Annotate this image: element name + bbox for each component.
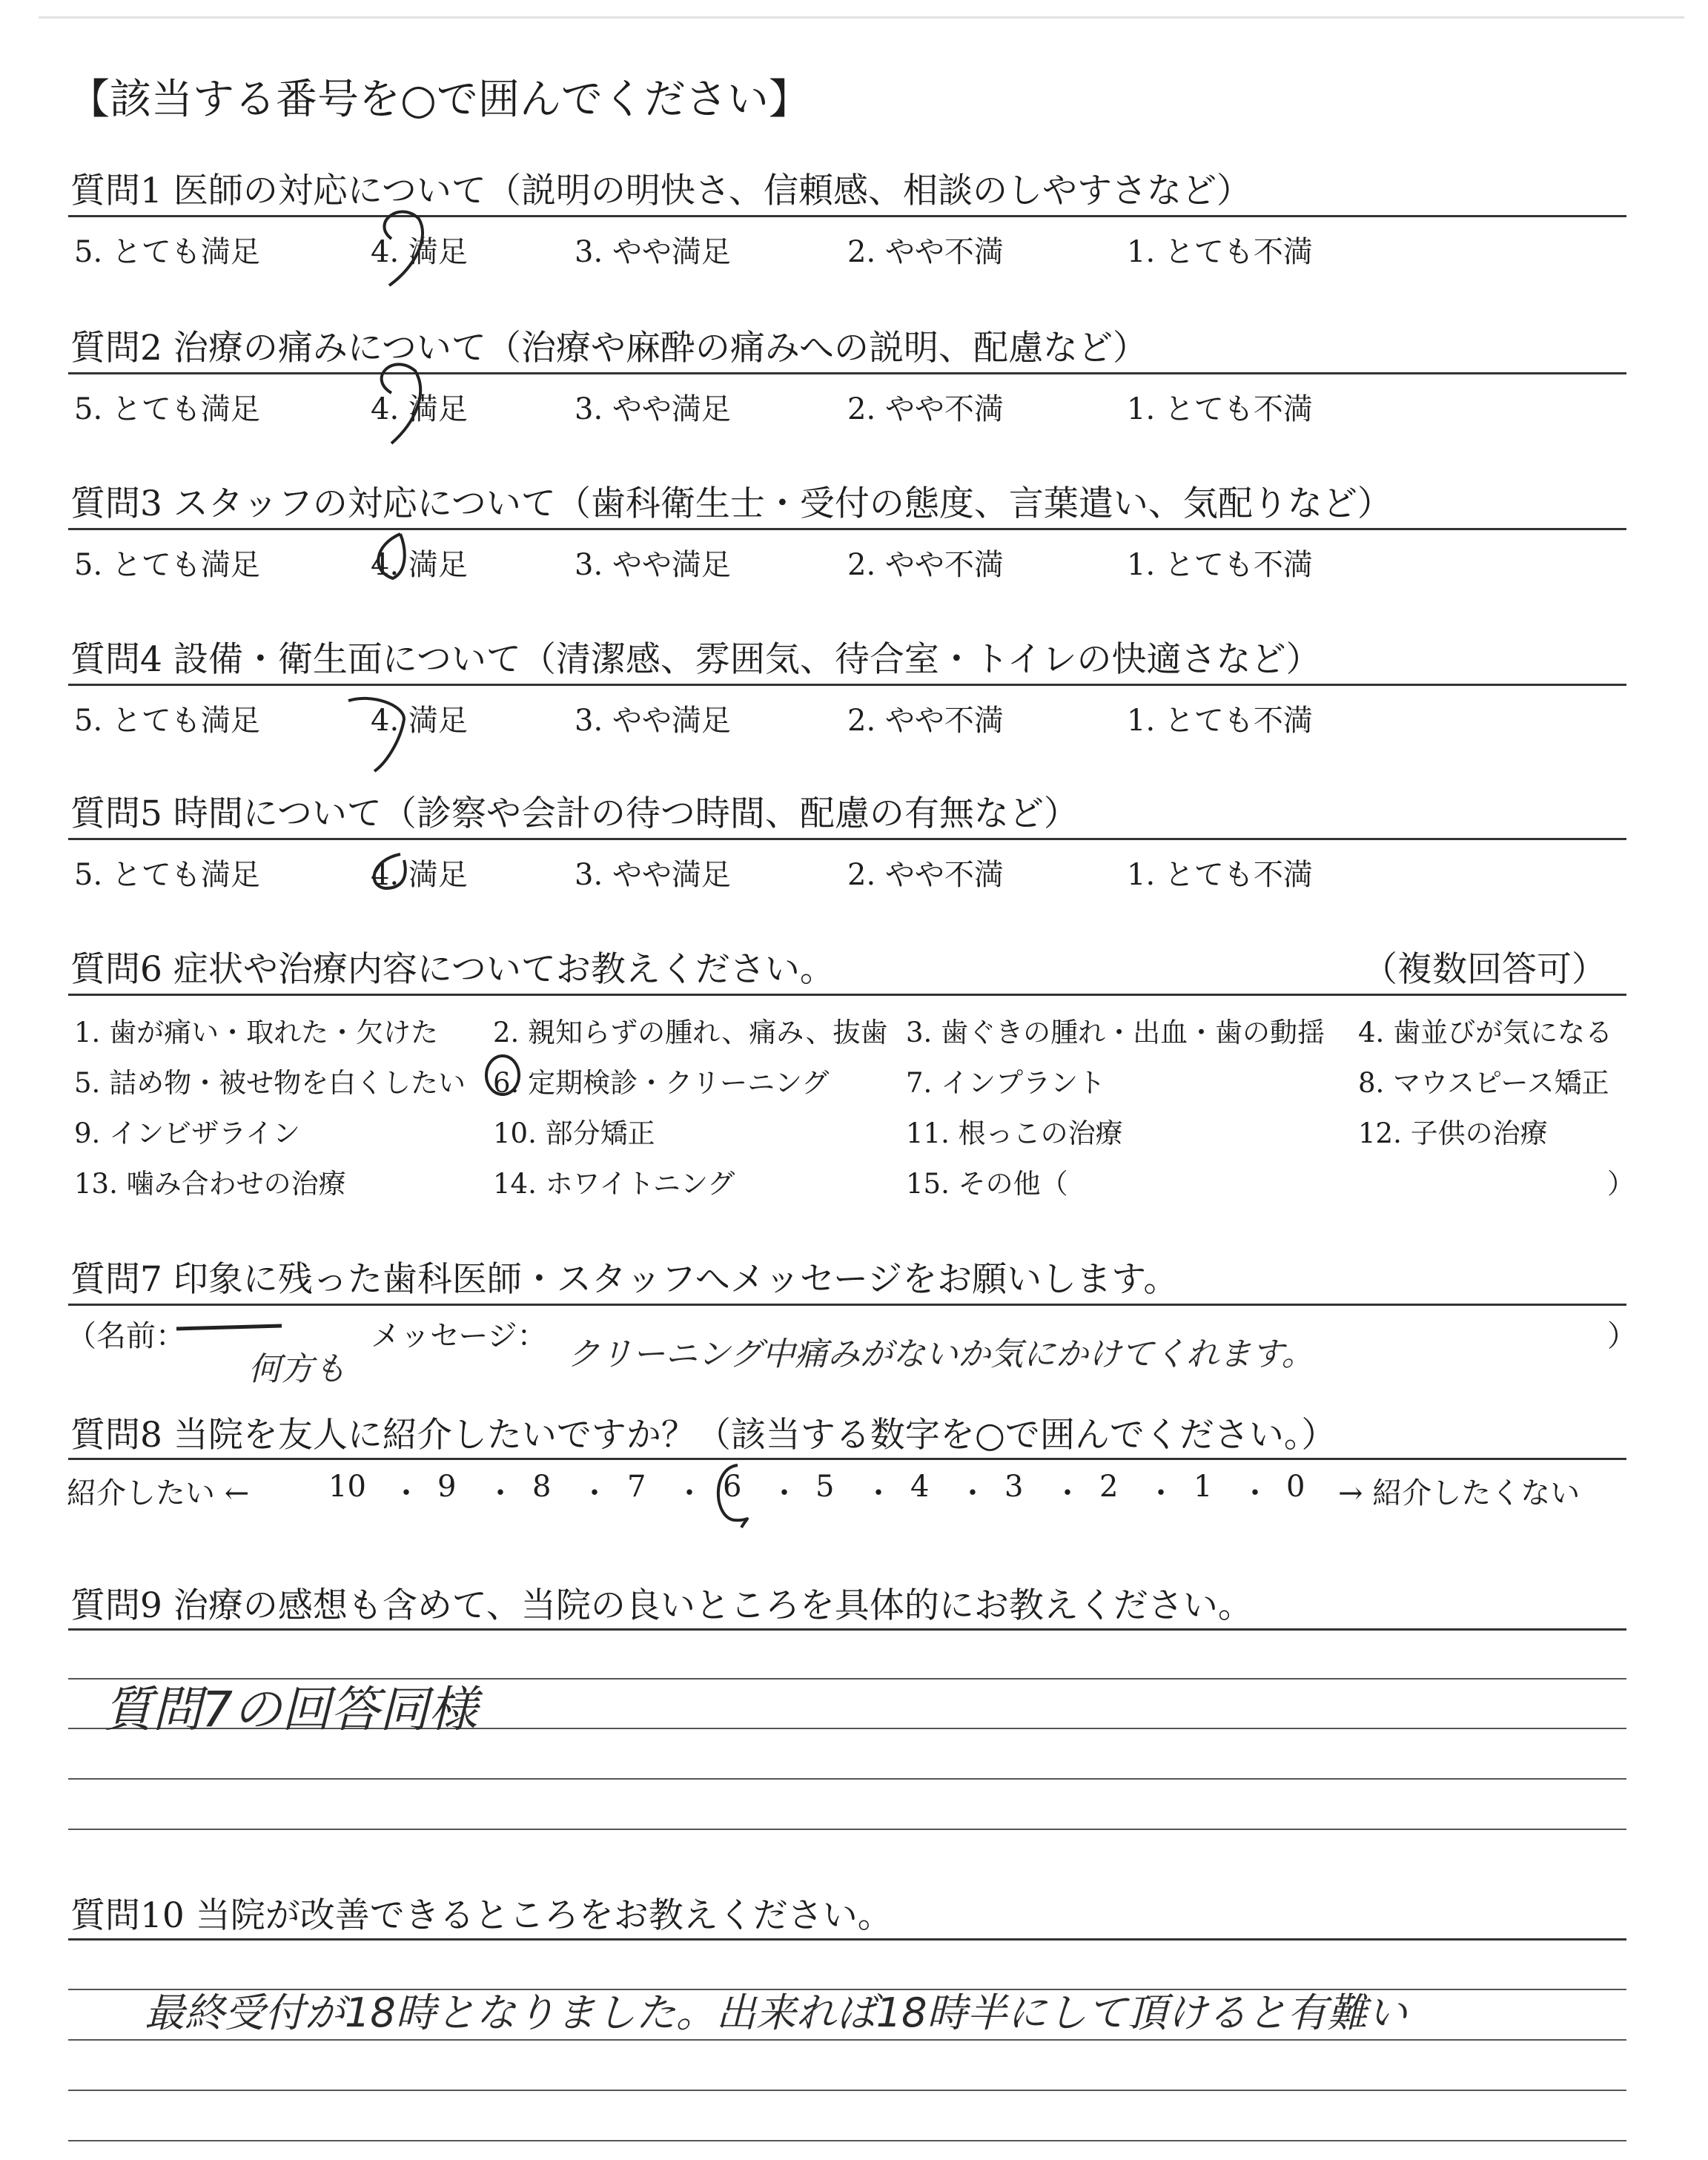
q6-option-8[interactable]: 8. マウスピース矯正 xyxy=(1358,1067,1609,1099)
q8-dot: ・ xyxy=(486,1476,515,1510)
q6-option-12[interactable]: 12. 子供の治療 xyxy=(1358,1117,1548,1149)
q5-option-5[interactable]: 5. とても満足 xyxy=(74,858,260,892)
q8-number-5[interactable]: 5 xyxy=(815,1470,835,1504)
q6-option-3[interactable]: 3. 歯ぐきの腫れ・出血・歯の動揺 xyxy=(906,1017,1325,1048)
q5-option-4[interactable]: 4. 満足 xyxy=(371,858,468,892)
question-8-title: 質問8 当院を友人に紹介したいですか？（該当する数字を○で囲んでください。） xyxy=(70,1415,1337,1456)
q3-option-1[interactable]: 1. とても不満 xyxy=(1127,548,1313,582)
q5-option-1[interactable]: 1. とても不満 xyxy=(1127,858,1313,892)
q8-dot: ・ xyxy=(580,1476,609,1510)
q8-dot: ・ xyxy=(675,1476,704,1510)
q1-selection-mark xyxy=(384,212,423,285)
q9-answer-handwritten[interactable]: 質問7の回答同様 xyxy=(104,1681,477,1738)
question-6-title: 質問6 症状や治療内容についてお教えください。 xyxy=(70,949,835,990)
q8-number-8[interactable]: 8 xyxy=(532,1470,552,1504)
q8-dot: ・ xyxy=(769,1476,799,1510)
q6-option-1[interactable]: 1. 歯が痛い・取れた・欠けた xyxy=(74,1017,439,1048)
q8-number-6[interactable]: 6 xyxy=(723,1470,742,1504)
q2-selection-mark xyxy=(382,364,420,443)
q4-selection-mark xyxy=(348,698,404,771)
form-header: 【該当する番号を○で囲んでください】 xyxy=(68,76,810,124)
q7-name-strikethrough xyxy=(176,1326,282,1329)
q4-option-5[interactable]: 5. とても満足 xyxy=(74,704,260,738)
q8-number-9[interactable]: 9 xyxy=(437,1470,457,1504)
q8-dot: ・ xyxy=(1146,1476,1176,1510)
q8-number-4[interactable]: 4 xyxy=(910,1470,930,1504)
q1-option-4[interactable]: 4. 満足 xyxy=(371,235,468,269)
question-7-title: 質問7 印象に残った歯科医師・スタッフへメッセージをお願いします。 xyxy=(70,1259,1179,1300)
q6-selection-mark xyxy=(486,1056,519,1094)
q4-option-3[interactable]: 3. やや満足 xyxy=(575,704,731,738)
question-1-title: 質問1 医師の対応について（説明の明快さ、信頼感、相談のしやすさなど） xyxy=(70,171,1252,211)
q2-option-3[interactable]: 3. やや満足 xyxy=(575,392,731,426)
q8-dot: ・ xyxy=(1240,1476,1270,1510)
question-5-title: 質問5 時間について（診察や会計の待つ時間、配慮の有無など） xyxy=(70,793,1079,834)
q5-option-3[interactable]: 3. やや満足 xyxy=(575,858,731,892)
q8-dot: ・ xyxy=(864,1476,893,1510)
question-6-note: （複数回答可） xyxy=(1363,949,1606,990)
q8-dot: ・ xyxy=(958,1476,987,1510)
q6-option-2[interactable]: 2. 親知らずの腫れ、痛み、抜歯 xyxy=(493,1017,888,1048)
q4-option-4[interactable]: 4. 満足 xyxy=(371,704,468,738)
question-10-title: 質問10 当院が改善できるところをお教えください。 xyxy=(70,1895,893,1936)
q6-option-15-close: ） xyxy=(1607,1168,1635,1200)
q8-number-3[interactable]: 3 xyxy=(1004,1470,1024,1504)
q6-option-7[interactable]: 7. インプラント xyxy=(906,1067,1106,1099)
q10-answer-handwritten[interactable]: 最終受付が18時となりました。出来れば18時半にして頂けると有難い xyxy=(145,1989,1408,2036)
q3-option-5[interactable]: 5. とても満足 xyxy=(74,548,260,582)
question-2-title: 質問2 治療の痛みについて（治療や麻酔の痛みへの説明、配慮など） xyxy=(70,328,1148,369)
q4-option-1[interactable]: 1. とても不満 xyxy=(1127,704,1313,738)
q5-selection-mark xyxy=(374,854,406,888)
q6-option-11[interactable]: 11. 根っこの治療 xyxy=(906,1117,1123,1149)
q7-name-label: （名前： xyxy=(67,1319,185,1353)
q8-number-1[interactable]: 1 xyxy=(1194,1470,1213,1504)
q8-right-label: → 紹介したくない xyxy=(1338,1476,1580,1510)
q8-number-7[interactable]: 7 xyxy=(627,1470,646,1504)
q6-option-9[interactable]: 9. インビザライン xyxy=(74,1117,300,1149)
q1-option-1[interactable]: 1. とても不満 xyxy=(1127,235,1313,269)
q6-option-6[interactable]: 6. 定期検診・クリーニング xyxy=(493,1067,830,1099)
q7-message-handwritten[interactable]: クリーニング中痛みがないか気にかけてくれます。 xyxy=(567,1335,1314,1373)
q3-option-4[interactable]: 4. 満足 xyxy=(371,548,468,582)
question-3-title: 質問3 スタッフの対応について（歯科衛生士・受付の態度、言葉遣い、気配りなど） xyxy=(70,483,1392,524)
q1-option-2[interactable]: 2. やや不満 xyxy=(847,235,1004,269)
q6-option-15[interactable]: 15. その他（ xyxy=(906,1168,1068,1200)
question-4-title: 質問4 設備・衛生面について（清潔感、雰囲気、待合室・トイレの快適さなど） xyxy=(70,639,1321,680)
q8-number-10[interactable]: 10 xyxy=(328,1470,366,1504)
q6-option-5[interactable]: 5. 詰め物・被せ物を白くしたい xyxy=(74,1067,466,1099)
q7-message-label: メッセージ： xyxy=(371,1319,547,1353)
q6-option-13[interactable]: 13. 噛み合わせの治療 xyxy=(74,1168,346,1200)
q2-option-1[interactable]: 1. とても不満 xyxy=(1127,392,1313,426)
q8-dot: ・ xyxy=(1053,1476,1082,1510)
q2-option-5[interactable]: 5. とても満足 xyxy=(74,392,260,426)
q1-option-3[interactable]: 3. やや満足 xyxy=(575,235,731,269)
q5-option-2[interactable]: 2. やや不満 xyxy=(847,858,1004,892)
q8-left-label: 紹介したい ← xyxy=(67,1476,250,1510)
q3-option-2[interactable]: 2. やや不満 xyxy=(847,548,1004,582)
q2-option-2[interactable]: 2. やや不満 xyxy=(847,392,1004,426)
q6-option-10[interactable]: 10. 部分矯正 xyxy=(493,1117,655,1149)
q6-option-4[interactable]: 4. 歯並びが気になる xyxy=(1358,1017,1613,1048)
question-9-title: 質問9 治療の感想も含めて、当院の良いところを具体的にお教えください。 xyxy=(70,1585,1253,1626)
q8-selection-mark xyxy=(718,1465,747,1527)
q6-option-14[interactable]: 14. ホワイトニング xyxy=(493,1168,735,1200)
q7-close-paren: ） xyxy=(1607,1319,1637,1353)
q7-name-handwritten[interactable]: 何方も xyxy=(248,1350,346,1388)
q3-selection-mark xyxy=(378,534,404,578)
q8-dot: ・ xyxy=(391,1476,421,1510)
q1-option-5[interactable]: 5. とても満足 xyxy=(74,235,260,269)
q3-option-3[interactable]: 3. やや満足 xyxy=(575,548,731,582)
q2-option-4[interactable]: 4. 満足 xyxy=(371,392,468,426)
q8-number-2[interactable]: 2 xyxy=(1099,1470,1119,1504)
q4-option-2[interactable]: 2. やや不満 xyxy=(847,704,1004,738)
q8-number-0[interactable]: 0 xyxy=(1286,1470,1305,1504)
